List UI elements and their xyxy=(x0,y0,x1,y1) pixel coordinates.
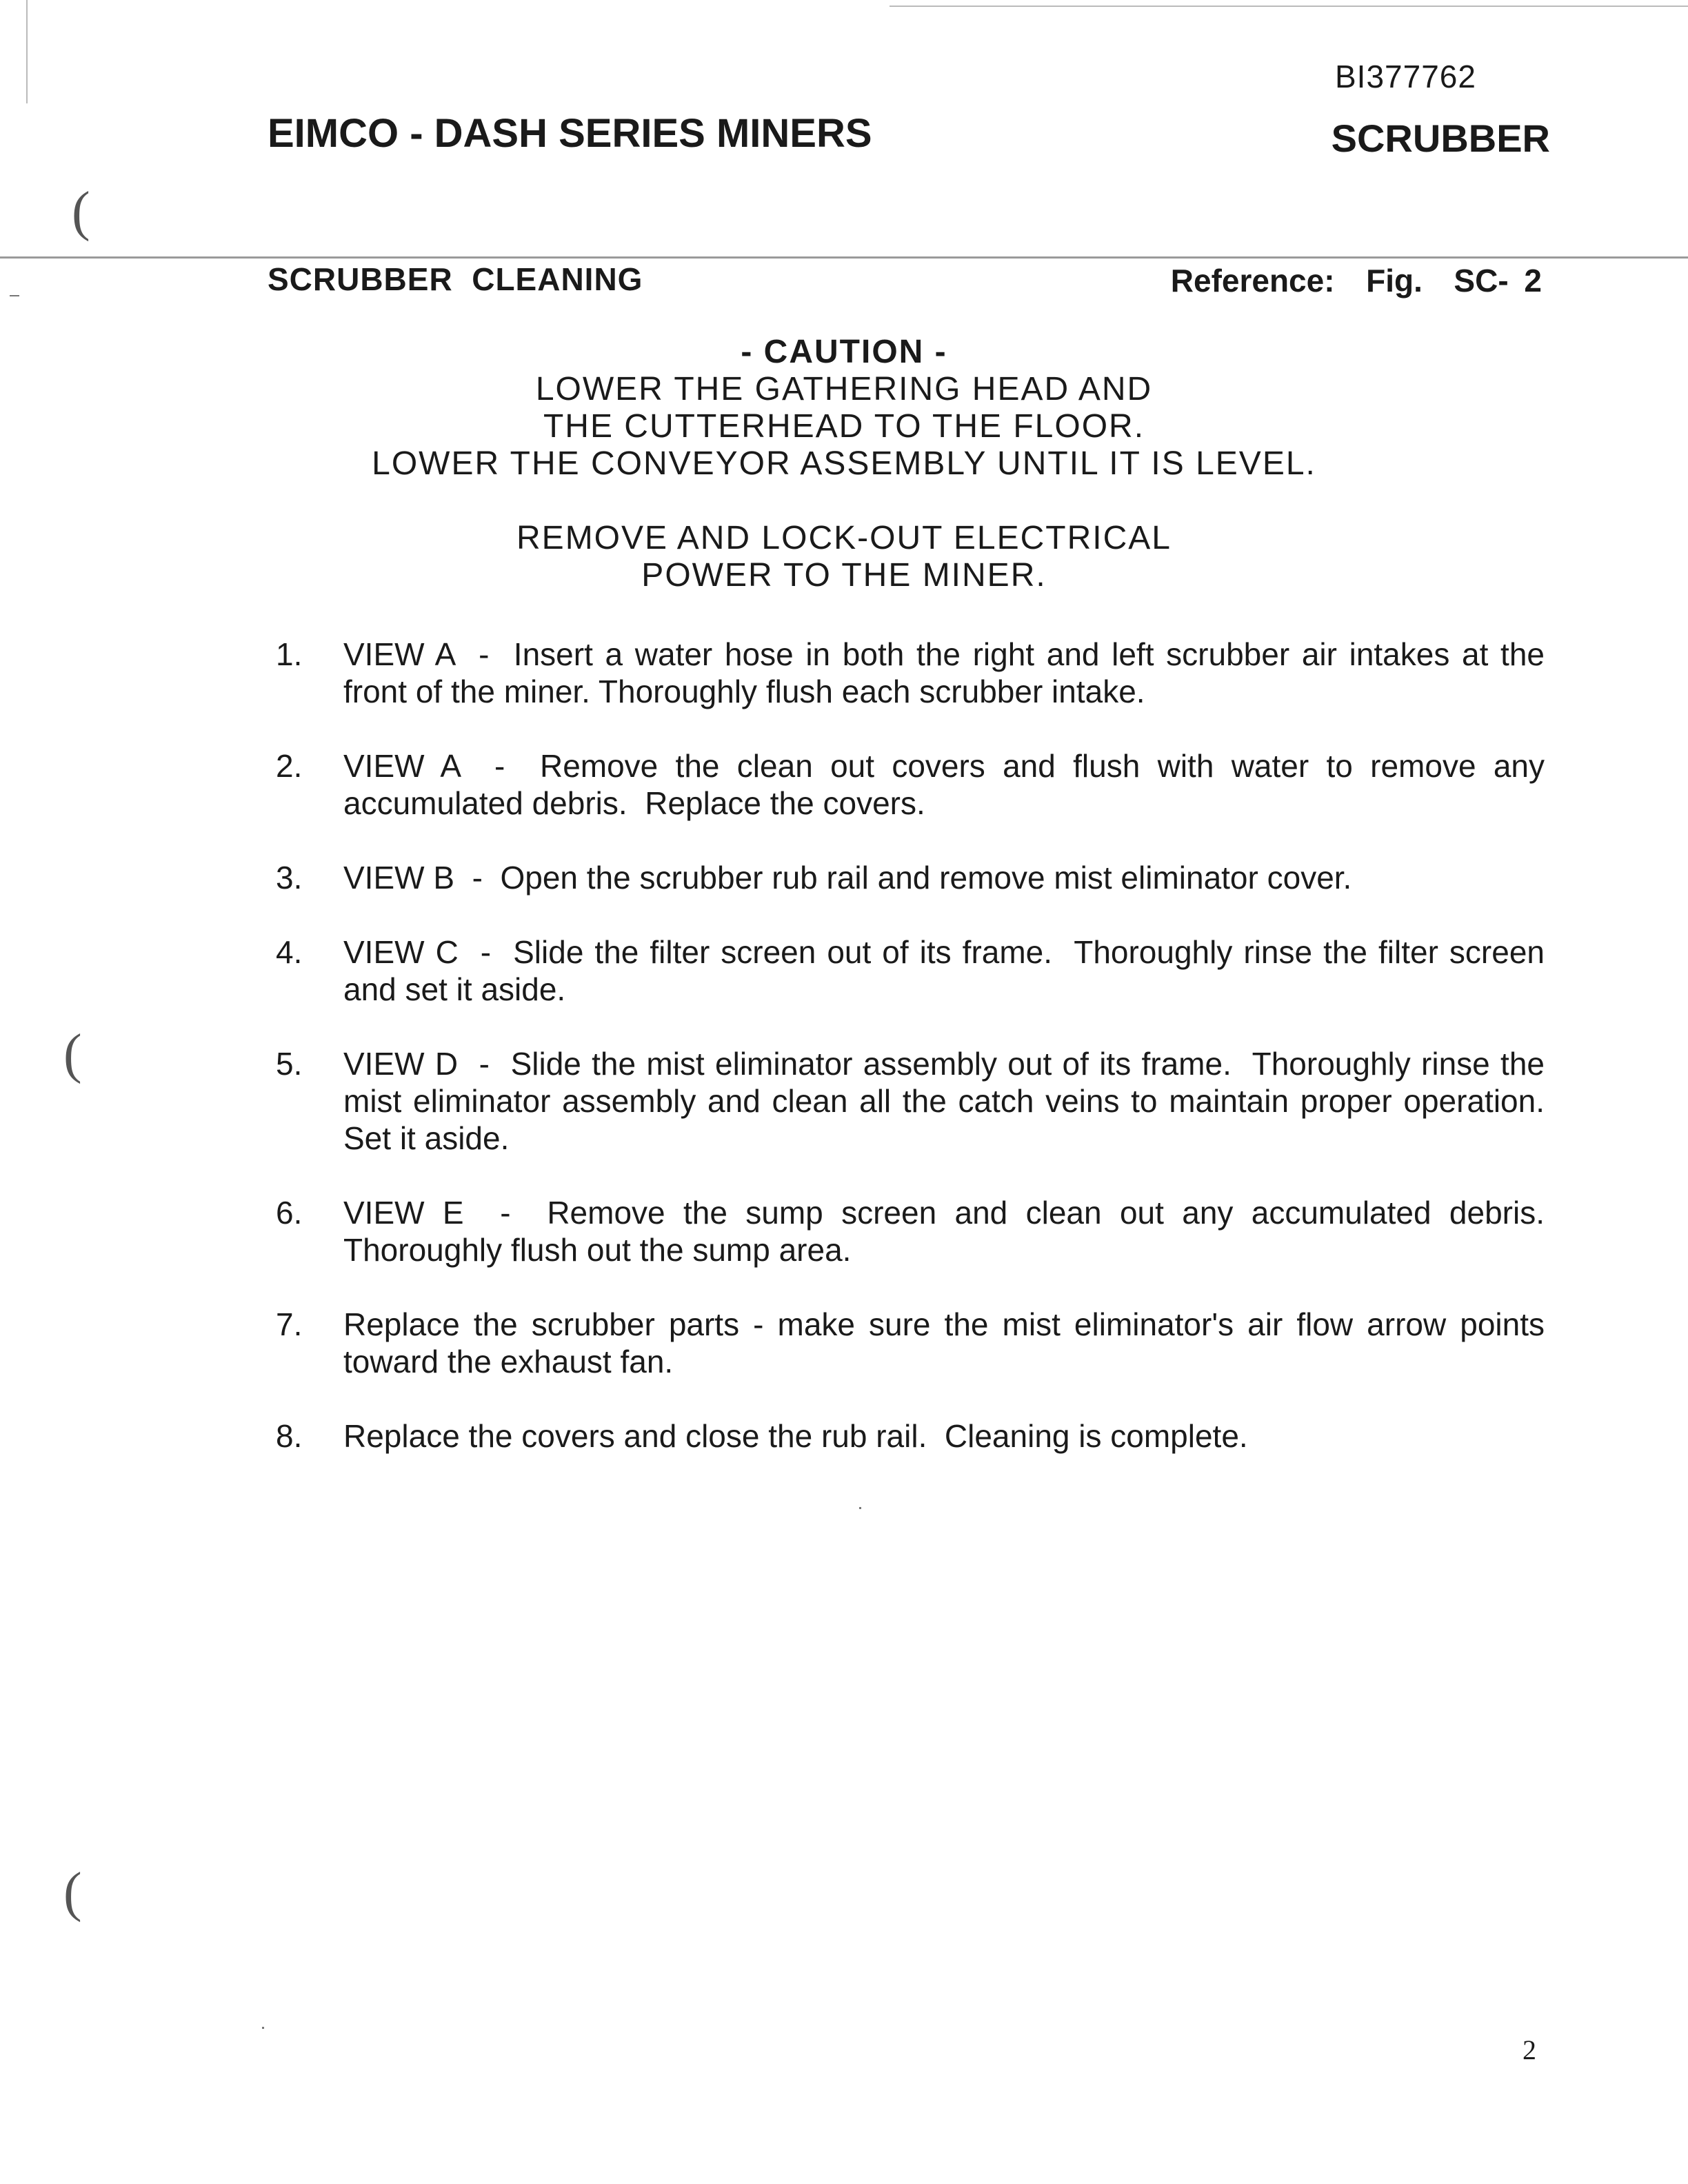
binder-hole-mark: ( xyxy=(63,1024,82,1084)
header-divider xyxy=(0,256,1688,259)
step-text: VIEW E - Remove the sump screen and clean out any accumulated debris. Thoroughly flush out the sump area. xyxy=(343,1195,1553,1268)
scan-speck xyxy=(10,295,19,296)
page-number: 2 xyxy=(1523,2034,1536,2065)
step-number: 4. xyxy=(276,934,303,970)
step-item xyxy=(276,1306,1554,1380)
top-edge-line xyxy=(890,6,1688,7)
figure-reference: Reference: Fig. SC- 2 xyxy=(1170,263,1542,299)
step-item xyxy=(276,1417,1545,1455)
step-item xyxy=(276,636,1554,710)
caution-line: LOWER THE CONVEYOR ASSEMBLY UNTIL IT IS LEVEL. xyxy=(372,445,1316,482)
caution-line: THE CUTTERHEAD TO THE FLOOR. xyxy=(543,408,1145,445)
step-text: VIEW A - Insert a water hose in both the right and left scrubber air intakes at the front of the miner. Thoroughly flush each scrubber intake. xyxy=(343,636,1554,709)
binder-hole-mark: ( xyxy=(72,181,90,242)
step-number: 7. xyxy=(276,1306,303,1342)
step-text: VIEW A - Remove the clean out covers and flush with water to remove any accumulated debris. Replace the covers. xyxy=(343,748,1554,821)
document-id: BI377762 xyxy=(1335,59,1476,94)
manual-title: EIMCO - DASH SERIES MINERS xyxy=(268,111,872,156)
cleaning-steps-list xyxy=(276,636,1563,1492)
scan-speck xyxy=(859,1507,861,1509)
step-text: VIEW B - Open the scrubber rub rail and remove mist eliminator cover. xyxy=(343,860,1352,896)
chapter-title: SCRUBBER xyxy=(1331,117,1550,160)
step-number: 2. xyxy=(276,748,303,784)
step-item xyxy=(276,1045,1563,1157)
binding-edge-mark xyxy=(26,0,28,103)
caution-line: POWER TO THE MINER. xyxy=(641,557,1047,594)
step-number: 8. xyxy=(276,1418,303,1454)
step-text: VIEW D - Slide the mist eliminator assembly out of its frame. Thoroughly rinse the mist eliminator assembly and clean all the catch veins to maintain proper operation. Set it aside. xyxy=(343,1046,1563,1156)
caution-title: - CAUTION - xyxy=(741,334,947,370)
section-title: SCRUBBER CLEANING xyxy=(268,261,643,297)
step-number: 6. xyxy=(276,1195,303,1231)
step-item xyxy=(276,1194,1553,1268)
step-number: 5. xyxy=(276,1046,303,1082)
binder-hole-mark: ( xyxy=(63,1862,82,1923)
step-text: Replace the covers and close the rub rail. Cleaning is complete. xyxy=(343,1418,1248,1454)
scan-speck xyxy=(262,2027,264,2029)
caution-line: REMOVE AND LOCK-OUT ELECTRICAL xyxy=(516,520,1172,556)
step-item xyxy=(276,933,1554,1008)
caution-spacer xyxy=(0,483,1688,520)
step-text: Replace the scrubber parts - make sure the mist eliminator's air flow arrow points toward the exhaust fan. xyxy=(343,1306,1554,1379)
step-number: 3. xyxy=(276,860,303,896)
step-text: VIEW C - Slide the filter screen out of its frame. Thoroughly rinse the filter screen and set it aside. xyxy=(343,934,1554,1007)
caution-line: LOWER THE GATHERING HEAD AND xyxy=(535,371,1153,407)
step-item xyxy=(276,859,1545,896)
caution-block xyxy=(0,334,1688,594)
step-number: 1. xyxy=(276,636,303,672)
step-item xyxy=(276,747,1554,822)
